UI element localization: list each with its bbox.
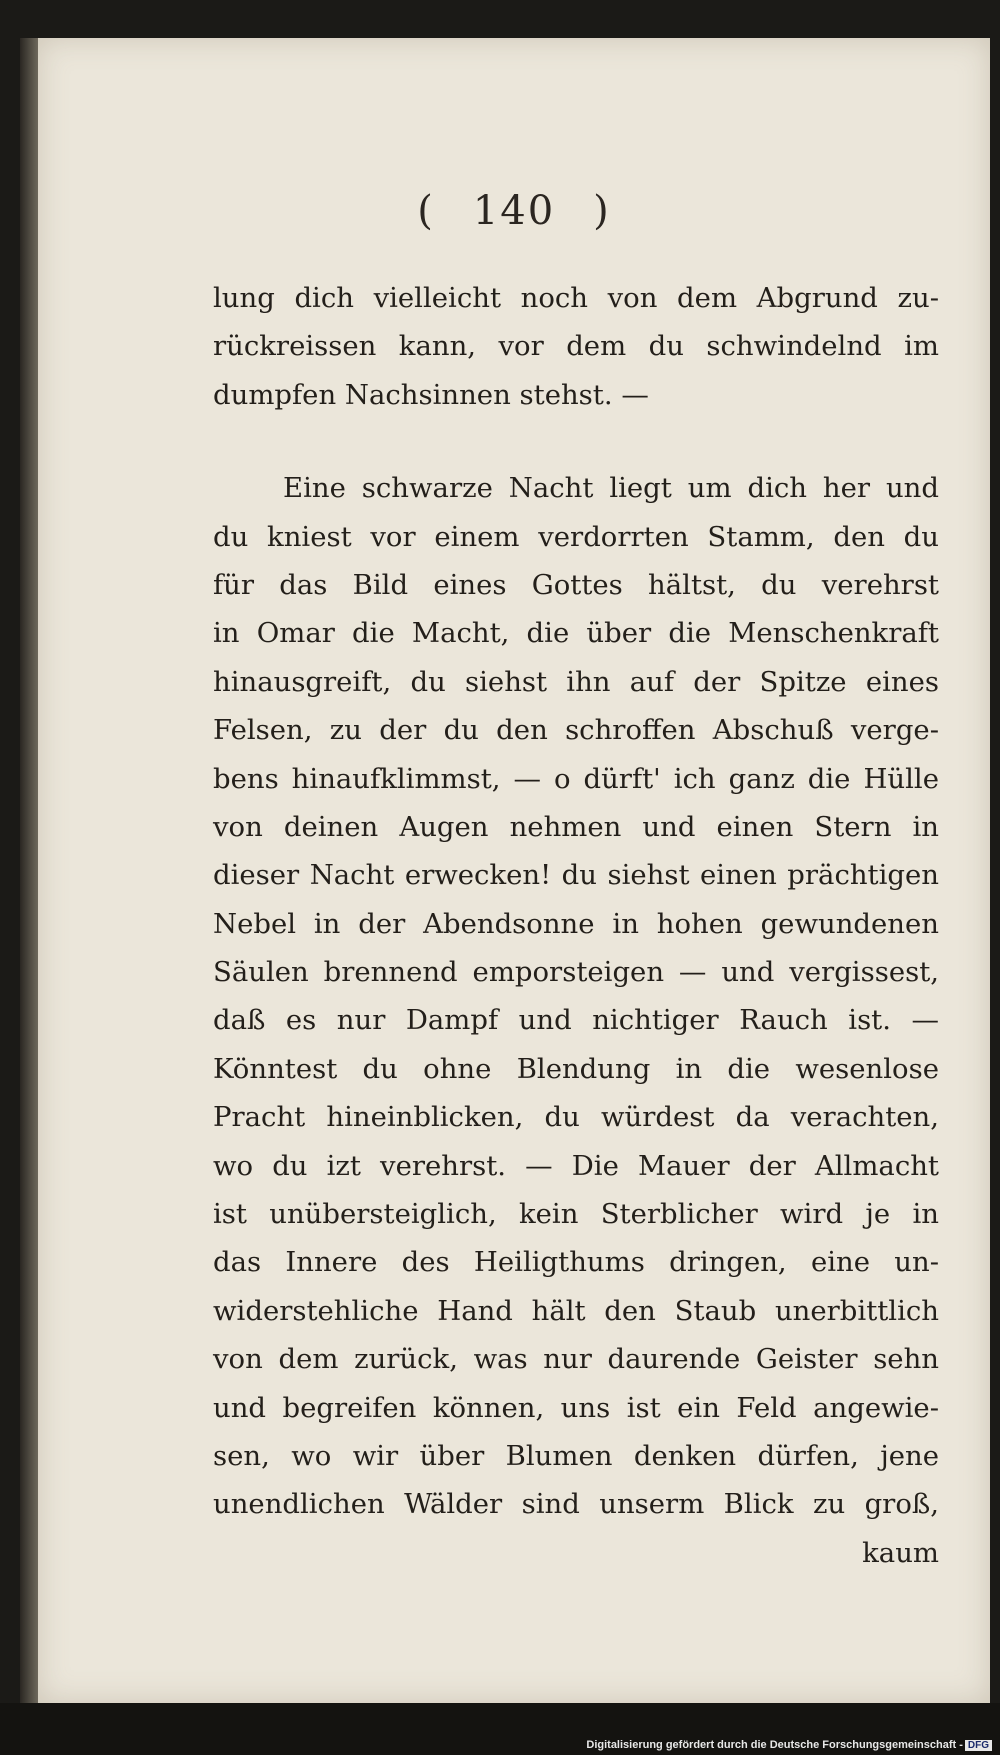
credit-text: Digitalisierung gefördert durch die Deutsche Forschungsgemeinschaft - xyxy=(586,1739,963,1751)
text-line: und begreifen können, uns ist ein Feld angewie- xyxy=(213,1391,939,1424)
text-line: Pracht hineinblicken, du würdest da verachten, xyxy=(213,1101,939,1134)
digitization-credit xyxy=(586,1739,992,1751)
text-line: Eine schwarze Nacht liegt um dich her und xyxy=(283,472,939,505)
text-line: dieser Nacht erwecken! du siehst einen prächtigen xyxy=(213,859,939,892)
text-line: von dem zurück, was nur daurende Geister sehn xyxy=(213,1343,939,1376)
catchword: kaum xyxy=(862,1536,939,1569)
text-line: Felsen, zu der du den schroffen Abschuß verge- xyxy=(213,714,939,747)
text-line: Nebel in der Abendsonne in hohen gewundenen xyxy=(213,907,939,940)
text-line: Säulen brennend emporsteigen — und vergissest, xyxy=(213,956,939,989)
text-line: lung dich vielleicht noch von dem Abgrund zu- xyxy=(213,282,939,314)
text-line: sen, wo wir über Blumen denken dürfen, jene xyxy=(213,1439,939,1472)
text-line: daß es nur Dampf und nichtiger Rauch ist. — xyxy=(213,1004,939,1037)
book-page xyxy=(38,38,990,1703)
text-line: von deinen Augen nehmen und einen Stern in xyxy=(213,810,939,843)
paragraph-gap xyxy=(213,419,939,464)
page-number: 140 xyxy=(472,188,556,234)
text-line: bens hinaufklimmst, — o dürft' ich ganz die Hülle xyxy=(213,762,939,795)
text-line: unendlichen Wälder sind unserm Blick zu groß, xyxy=(213,1488,939,1521)
text-line: ist unübersteiglich, kein Sterblicher wird je in xyxy=(213,1198,939,1231)
dfg-logo: DFG xyxy=(965,1740,992,1751)
text-line: hinausgreift, du siehst ihn auf der Spitze eines xyxy=(213,665,939,698)
body-text xyxy=(213,274,939,1577)
page-number-paren-open: ( xyxy=(417,188,435,234)
page-edge xyxy=(20,38,38,1703)
text-line: wo du izt verehrst. — Die Mauer der Allmacht xyxy=(213,1149,939,1182)
footer-bar xyxy=(0,1703,1000,1755)
text-line: Könntest du ohne Blendung in die wesenlose xyxy=(213,1052,939,1085)
text-line: dumpfen Nachsinnen stehst. — xyxy=(213,378,649,411)
text-line: für das Bild eines Gottes hältst, du verehrst xyxy=(213,568,939,601)
page-header xyxy=(38,188,990,234)
page-number-paren-close: ) xyxy=(593,188,611,234)
text-line: in Omar die Macht, die über die Menschenkraft xyxy=(213,617,939,650)
text-line: du kniest vor einem verdorrten Stamm, den du xyxy=(213,520,939,553)
text-line: rückreissen kann, vor dem du schwindelnd im xyxy=(213,330,939,363)
text-line: widerstehliche Hand hält den Staub unerbittlich xyxy=(213,1294,939,1327)
text-line: das Innere des Heiligthums dringen, eine un- xyxy=(213,1246,939,1279)
